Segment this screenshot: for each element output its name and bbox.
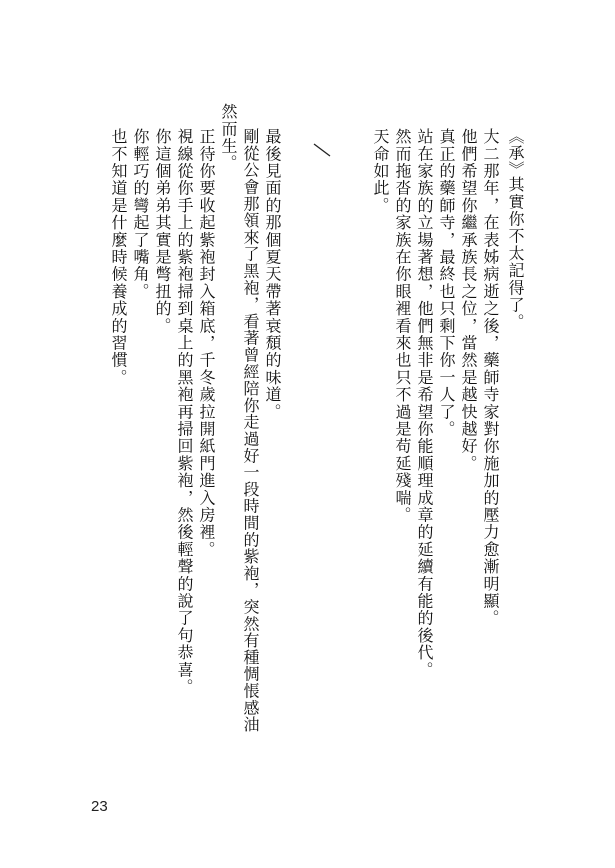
text-line: 然而拖沓的家族在你眼裡看來也只不過是苟延殘喘。: [393, 128, 412, 524]
text-line: 你輕巧的彎起了嘴角。: [131, 128, 150, 300]
text-line: 真正的藥師寺，最終也只剩下你一人了。: [437, 128, 456, 438]
text-line: 然而生。: [219, 103, 238, 172]
text-line: 站在家族的立場著想，他們無非是希望你能順理成章的延續有能的後代。: [415, 128, 434, 679]
text-line: 大二那年，在表姊病逝之後，藥師寺家對你施加的壓力愈漸明顯。: [481, 128, 500, 627]
text-line: 最後見面的那個夏天帶著衰頹的味道。: [263, 128, 282, 421]
text-line: 他們希望你繼承族長之位，當然是越快越好。: [459, 128, 478, 472]
page-number: 23: [91, 798, 108, 815]
text-line: 天命如此。: [371, 128, 390, 214]
text-line: 也不知道是什麼時候養成的習慣。: [109, 128, 128, 386]
chapter-first-line: 其實你不太記得了。: [506, 176, 525, 331]
text-line: 正待你要收起紫袍封入箱底，千冬歲拉開紙門進入房裡。: [197, 128, 216, 558]
text-line: 視線從你手上的紫袍掃到桌上的黑袍再掃回紫袍，然後輕聲的說了句恭喜。: [175, 128, 194, 696]
text-line: 剛從公會那領來了黑袍，看著曾經陪你走過好一段時間的紫袍，突然有種惆悵感油: [241, 128, 260, 733]
chapter-mark: 《承》: [506, 128, 525, 178]
text-line: 你這個弟弟其實是彆扭的。: [153, 128, 172, 335]
section-divider: [313, 143, 331, 157]
